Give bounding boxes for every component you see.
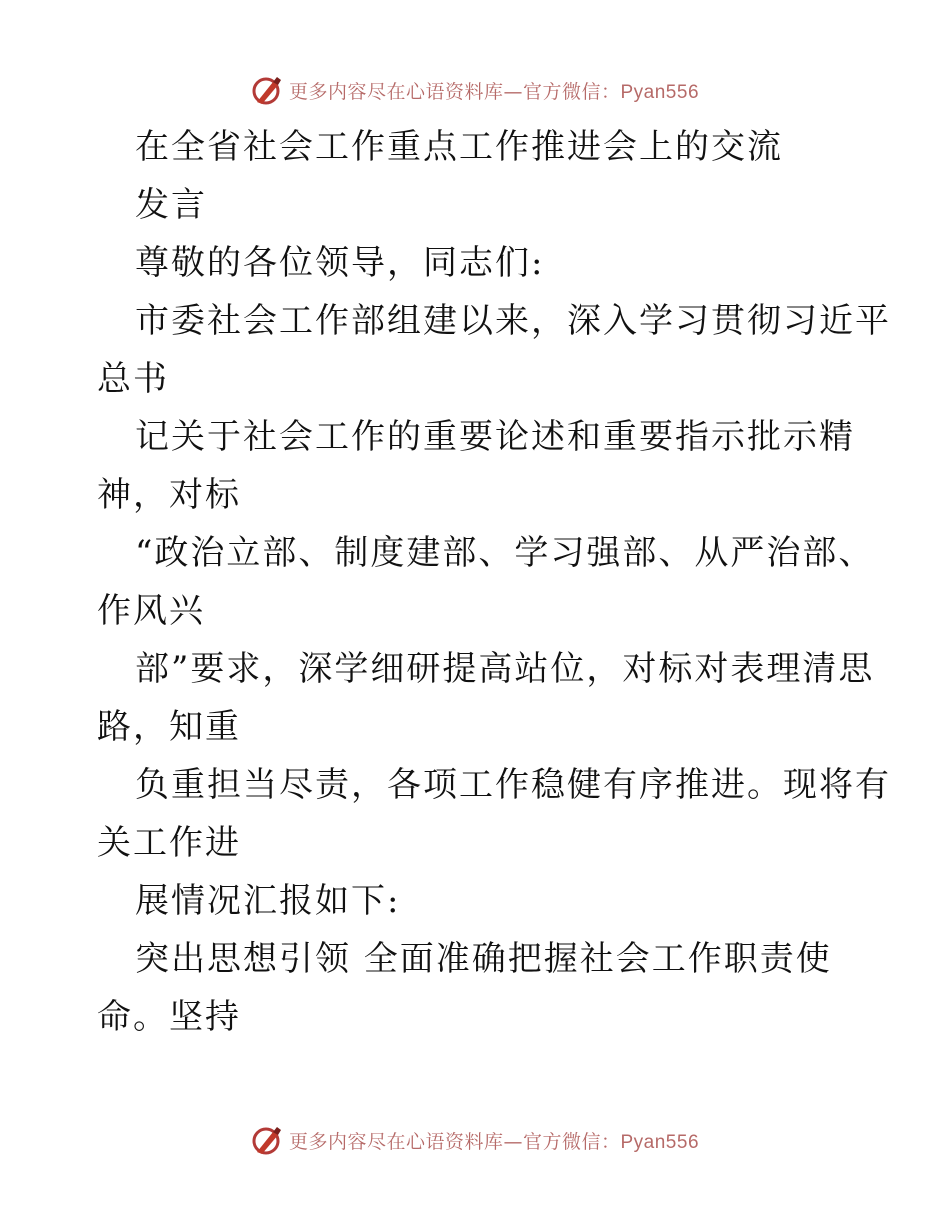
watermark-wechat-id: Pyan556 xyxy=(620,81,700,103)
doc-line: 路，知重 xyxy=(97,707,241,747)
doc-line: 展情况汇报如下: xyxy=(135,881,401,921)
doc-line: 神，对标 xyxy=(97,475,241,515)
watermark-prefix: 更多内容尽在心语资料库—官方微信： xyxy=(288,1130,621,1153)
footer-watermark xyxy=(0,1120,950,1160)
doc-line: 关工作进 xyxy=(97,823,241,863)
header-watermark xyxy=(0,70,950,110)
watermark-text xyxy=(289,77,699,104)
watermark-prefix: 更多内容尽在心语资料库—官方微信： xyxy=(288,80,621,103)
doc-line: 记关于社会工作的重要论述和重要指示批示精 xyxy=(135,417,855,457)
doc-line: 总书 xyxy=(97,359,169,399)
watermark-wechat-id: Pyan556 xyxy=(620,1131,700,1153)
doc-line: 突出思想引领 全面准确把握社会工作职责使 xyxy=(135,939,832,979)
watermark-text xyxy=(289,1127,699,1154)
doc-line: 尊敬的各位领导，同志们: xyxy=(135,243,545,283)
pen-logo-icon xyxy=(251,74,283,106)
doc-line: 命。坚持 xyxy=(97,997,241,1037)
doc-line: 作风兴 xyxy=(97,591,205,631)
doc-line: “政治立部、制度建部、学习强部、从严治部、 xyxy=(135,533,875,573)
doc-line: 部”要求，深学细研提高站位，对标对表理清思 xyxy=(135,649,875,689)
doc-line: 负重担当尽责，各项工作稳健有序推进。现将有 xyxy=(135,765,891,805)
document-body xyxy=(97,118,891,1046)
pen-logo-icon xyxy=(251,1124,283,1156)
doc-line: 在全省社会工作重点工作推进会上的交流 xyxy=(135,127,783,167)
doc-line: 市委社会工作部组建以来，深入学习贯彻习近平 xyxy=(135,301,891,341)
doc-line: 发言 xyxy=(135,185,207,225)
